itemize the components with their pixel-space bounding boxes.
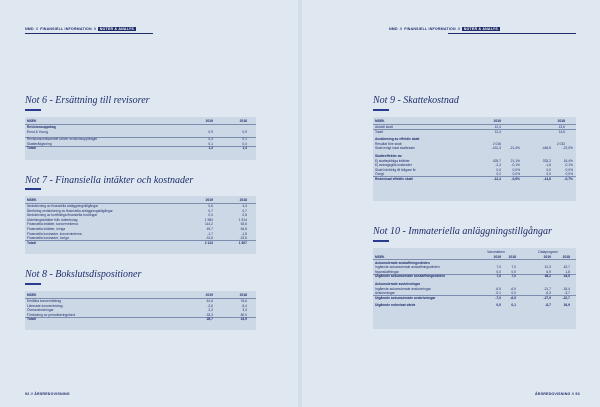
row-value: 41,3: [544, 265, 551, 270]
row-value: -27,9: [543, 295, 551, 300]
note9-title: Not 9 - Skattekostnad: [373, 95, 459, 106]
table-row: [25, 129, 256, 134]
header-cell: 2019: [543, 254, 551, 259]
row-value: 1,8: [565, 269, 570, 274]
header-cell: 2019: [205, 119, 213, 124]
row-label: Återföring nedskrivning av finansiella anläggningstillgångar: [27, 208, 113, 213]
row-value: 2 016: [492, 141, 501, 146]
row-value: 12,4: [494, 124, 501, 129]
row-value: -2,4: [495, 163, 501, 168]
section-highlight: NOTER & ANALYS: [463, 27, 498, 31]
header-cell: MSEK: [375, 254, 385, 259]
row-value: 0,0: [546, 172, 551, 177]
row-value: 0,9: [208, 129, 213, 134]
row-value: -22,7: [562, 295, 570, 300]
running-header: [25, 27, 136, 31]
row-value: -8,7: [545, 303, 551, 308]
brand-label: NMD: [389, 27, 398, 31]
table-row: [373, 146, 576, 151]
row-label: Ernst & Young: [27, 129, 48, 134]
row-value: 42,7: [563, 265, 570, 270]
running-header: [389, 27, 500, 31]
row-value: 13,6: [558, 124, 565, 129]
row-label: Skatterådgivning: [27, 141, 52, 146]
row-value: -3,7: [564, 291, 570, 296]
table-row: [25, 146, 256, 151]
header-cell: 2018: [239, 198, 247, 203]
row-value: 48,2: [544, 274, 551, 279]
row-value: 0,6: [208, 203, 213, 208]
row-value: -33,3: [205, 312, 213, 317]
row-label: Ej avdragsgilla kostnader: [375, 163, 412, 168]
row-value: 1 514: [238, 217, 247, 222]
note8-title: Not 8 - Bokslutsdispositioner: [25, 269, 142, 280]
row-value: -431,3: [491, 146, 501, 151]
row-value: 2,2: [208, 308, 213, 313]
row-label: Finansiella intäkter, övriga: [27, 226, 66, 231]
row-value: 2 033: [556, 141, 565, 146]
group-header-label: Dataprogram: [538, 250, 558, 255]
row-value: -7,0: [495, 295, 501, 300]
row-value: 0,7: [242, 208, 247, 213]
table-row: [373, 177, 576, 182]
note8-title-bar: [25, 283, 41, 285]
table-row: [373, 129, 576, 134]
section-highlight: NOTER & ANALYS: [99, 27, 134, 31]
row-value: 64,8: [240, 226, 247, 231]
header-cell: 2019: [493, 254, 501, 259]
row-value: 0,0: [546, 167, 551, 172]
row-value: 0,1: [242, 137, 247, 142]
table-row: [373, 295, 576, 300]
header-cell: 2019: [493, 119, 501, 124]
section-label: FINANSIELL INFORMATION: [40, 27, 92, 31]
row-label: Totalt: [375, 129, 383, 134]
header-cell: 2018: [557, 119, 565, 124]
row-value: 21,1%: [510, 158, 520, 163]
header-cell: 2019: [205, 293, 213, 298]
footer-separator: //: [30, 392, 34, 396]
row-value: 7,0: [511, 265, 516, 270]
row-value: -23,5: [239, 236, 247, 241]
note10-title: Not 10 - Immateriella anläggningstillgångar: [373, 226, 552, 237]
row-value: -6,3: [545, 291, 551, 296]
header-separator: //: [399, 27, 403, 31]
note7-title-bar: [25, 188, 41, 190]
header-cell: 2018: [239, 293, 247, 298]
row-value: 0,0: [496, 303, 501, 308]
row-value: 16,9: [563, 303, 570, 308]
row-label: Revisionsverksamhet utöver revisionsuppdraget: [27, 137, 98, 142]
header-cell: MSEK: [27, 198, 37, 203]
note9-table: [373, 117, 576, 201]
row-value: 2 124: [204, 240, 213, 245]
row-label: Totalt: [27, 317, 36, 322]
row-label: Skatt hänförlig till tidigare år: [375, 167, 416, 172]
row-value: -14,6: [543, 176, 551, 181]
row-value: 7,0: [496, 274, 501, 279]
row-value: 0,0: [496, 269, 501, 274]
table-row: [25, 317, 256, 322]
row-label: Nedskrivning av kortfristiga finansiella fordringar: [27, 213, 98, 218]
row-value: -0,7%: [564, 176, 573, 181]
row-value: 53,6: [240, 222, 247, 227]
header-separator: //: [35, 27, 39, 31]
row-label: Skatt enligt lokal skattesats: [375, 146, 415, 151]
row-value: 7,0: [511, 274, 516, 279]
row-value: 114,2: [204, 222, 213, 227]
row-value: -31,6: [205, 236, 213, 241]
row-label: Redovisad effektiv skatt: [375, 176, 413, 181]
row-value: 0,4: [242, 141, 247, 146]
row-value: 0,7: [208, 208, 213, 213]
row-label: Nedskrivning av finansiella anläggningstillgångar: [27, 203, 99, 208]
row-value: 49,7: [206, 226, 213, 231]
row-value: 76,6: [240, 298, 247, 303]
row-label: Lämnade koncernbidrag: [27, 303, 63, 308]
row-label: Skatteeffekter av:: [375, 153, 403, 158]
row-value: -22,0%: [562, 146, 573, 151]
header-cell: 2019: [205, 198, 213, 203]
row-label: Aktuell skatt: [375, 124, 393, 129]
row-label: Förändring av periodiseringsfond: [27, 312, 76, 317]
row-value: 0,0%: [565, 167, 573, 172]
header-cell: MSEK: [27, 119, 37, 124]
note8-table: [25, 291, 256, 330]
row-value: 24,9: [240, 317, 247, 322]
row-label: Finansiella kostnader, övriga: [27, 236, 69, 241]
header-rule: [448, 33, 576, 34]
header-cell: MSEK: [375, 119, 385, 124]
row-value: -50,0: [239, 312, 247, 317]
header-cell: MSEK: [27, 293, 37, 298]
row-value: -6,9: [510, 295, 516, 300]
row-label: Ingående ackumulerade anskaffningsvärden: [375, 265, 440, 270]
row-label: Utgående redovisat värde: [375, 303, 416, 308]
table-row: [373, 303, 576, 308]
row-value: 0,0%: [512, 172, 520, 177]
row-label: Resultat före skatt: [375, 141, 402, 146]
footer-left: [25, 392, 70, 396]
note9-title-bar: [373, 109, 389, 111]
row-label: Utdelningsintäkter från dotterbolag: [27, 217, 78, 222]
row-value: 1,3: [208, 146, 213, 151]
row-value: 61,6: [206, 298, 213, 303]
table-row: [373, 274, 576, 279]
row-value: 0,6: [242, 213, 247, 218]
row-value: 0,1: [511, 303, 516, 308]
note10-title-bar: [373, 240, 389, 242]
row-value: 0,2: [496, 172, 501, 177]
row-value: -2,6: [207, 303, 213, 308]
row-value: -1,6: [545, 163, 551, 168]
row-label: Revisionsuppdrag: [27, 124, 56, 129]
row-value: 0,0%: [512, 167, 520, 172]
row-value: 0,3: [208, 137, 213, 142]
footer-label: ÅRSREDOVISNING: [535, 392, 571, 396]
row-value: 425,7: [492, 158, 501, 163]
row-label: Finansiella kostnader, koncerninterna: [27, 231, 82, 236]
note6-table: [25, 117, 256, 160]
row-value: 1 984: [204, 217, 213, 222]
row-value: 0,1: [208, 141, 213, 146]
table-row: [25, 240, 256, 245]
row-value: 333,2: [542, 158, 551, 163]
header-separator: //: [457, 27, 461, 31]
row-value: 0,0: [496, 167, 501, 172]
page-number: 92: [25, 392, 30, 396]
header-rule: [25, 33, 153, 34]
row-label: Totalt: [27, 240, 36, 245]
row-value: 3,3: [242, 308, 247, 313]
row-value: 4,3: [242, 203, 247, 208]
row-value: 1,4: [242, 146, 247, 151]
right-page: [300, 0, 600, 407]
row-value: -12,4: [493, 176, 501, 181]
header-cell: 2018: [562, 254, 570, 259]
group-header-label: Varumärken: [487, 250, 505, 255]
row-label: Ingående ackumulerade avskrivningar: [375, 286, 431, 291]
row-label: Överavskrivningar: [27, 308, 54, 313]
row-label: Ackumulerade avskrivningar: [375, 281, 421, 286]
row-value: 0,0: [511, 269, 516, 274]
row-label: Erhållna koncernbidrag: [27, 298, 61, 303]
row-value: 1 607: [238, 240, 247, 245]
row-value: 6,9: [546, 269, 551, 274]
note7-title: Not 7 - Finansiella intäkter och kostnader: [25, 175, 194, 186]
brand-label: NMD: [25, 27, 34, 31]
note6-title: Not 6 - Ersättning till revisorer: [25, 95, 150, 106]
row-value: -0,1%: [511, 163, 520, 168]
row-value: -1,7: [207, 231, 213, 236]
row-label: Övrigt: [375, 172, 384, 177]
row-value: -21,7: [543, 286, 551, 291]
header-cell: 2018: [239, 119, 247, 124]
row-label: Finansiella intäkter, koncerninterna: [27, 222, 78, 227]
note7-table: [25, 196, 256, 254]
row-label: Avstämning av effektiv skatt: [375, 137, 420, 142]
row-value: 16,4%: [563, 158, 573, 163]
header-cell: 2018: [508, 254, 516, 259]
note6-title-bar: [25, 109, 41, 111]
row-value: 44,5: [563, 274, 570, 279]
row-value: -21,4%: [509, 146, 520, 151]
row-value: -5,4: [241, 303, 247, 308]
row-label: Utgående ackumulerade anskaffningsvärden: [375, 274, 446, 279]
row-value: 14,6: [558, 129, 565, 134]
section-label: FINANSIELL INFORMATION: [404, 27, 456, 31]
footer-label: ÅRSREDOVISNING: [34, 392, 70, 396]
row-value: -0,1%: [564, 163, 573, 168]
header-separator: //: [93, 27, 97, 31]
row-value: -6,9: [495, 286, 501, 291]
row-value: 0,0%: [565, 172, 573, 177]
row-value: 0,4: [208, 213, 213, 218]
row-value: 0,9: [242, 129, 247, 134]
row-label: Nyanskaffningar: [375, 269, 399, 274]
row-value: -0,6%: [511, 176, 520, 181]
row-label: Totalt: [27, 146, 36, 151]
row-label: Ackumulerade anskaffningsvärden: [375, 260, 430, 265]
row-label: Ej skattepliktiga intäkter: [375, 158, 410, 163]
row-value: -446,8: [541, 146, 551, 151]
row-value: -1,5: [241, 231, 247, 236]
page-number: 93: [575, 392, 580, 396]
row-label: Avskrivningar: [375, 291, 395, 296]
row-value: 28,7: [206, 317, 213, 322]
footer-right: [535, 392, 580, 396]
row-label: Utgående ackumulerade avskrivningar: [375, 295, 436, 300]
footer-separator: //: [571, 392, 575, 396]
row-value: -0,1: [495, 291, 501, 296]
row-value: 7,0: [496, 265, 501, 270]
row-value: 12,4: [494, 129, 501, 134]
row-value: 0,0: [511, 291, 516, 296]
note10-table: [373, 248, 576, 329]
row-value: -18,4: [562, 286, 570, 291]
row-value: -6,9: [510, 286, 516, 291]
